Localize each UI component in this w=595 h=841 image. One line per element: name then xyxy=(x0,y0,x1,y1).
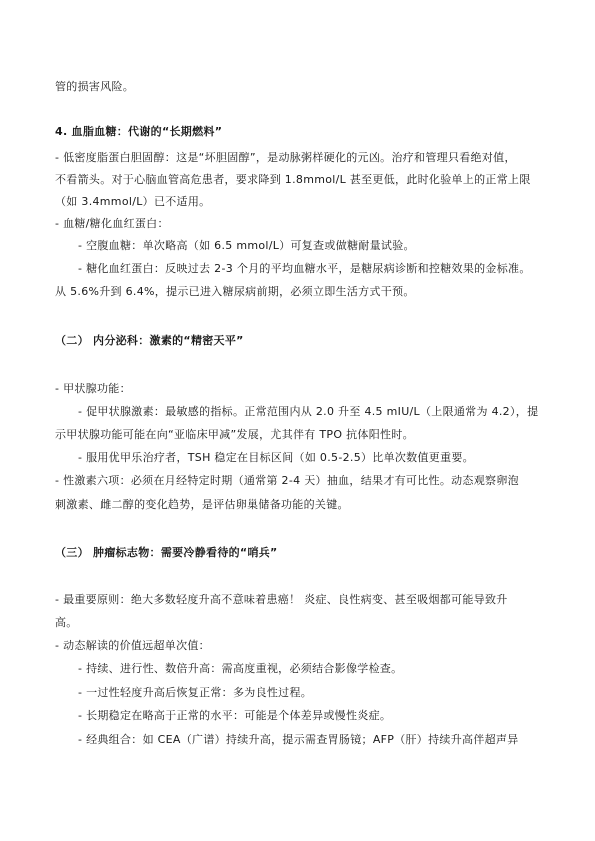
thyroid-header: - 甲状腺功能： xyxy=(55,382,131,395)
ldl-paragraph-line1: - 低密度脂蛋白胆固醇：这是“坏胆固醇”，是动脉粥样硬化的元凶。治疗和管理只看绝对值， xyxy=(55,151,516,164)
dynamic-interpretation-header: - 动态解读的价值远超单次值： xyxy=(55,639,210,652)
tumor-item-stable: - 长期稳定在略高于正常的水平：可能是个体差异或慢性炎症。 xyxy=(78,709,392,722)
principle-line1: - 最重要原则：绝大多数轻度升高不意味着患癌！ 炎症、良性病变、甚至吸烟都可能导致升 xyxy=(55,593,508,606)
ldl-paragraph-line2: 不看箭头。对于心脑血管高危患者，要求降到 1.8mmol/L 甚至更低，此时化验单上的正常上限 xyxy=(55,173,531,186)
tsh-item-line1: - 促甲状腺激素：最敏感的指标。正常范围内从 2.0 升至 4.5 mIU/L（上限通常为 4.2），提 xyxy=(78,405,539,418)
section-tumor-title: （三） 肿瘤标志物：需要冷静看待的“哨兵” xyxy=(55,546,278,559)
section-endocrine-title: （二） 内分泌科：激素的“精密天平” xyxy=(55,334,244,347)
sex-hormone-item-line1: - 性激素六项：必须在月经特定时期（通常第 2-4 天）抽血，结果才有可比性。动态观察卵泡 xyxy=(55,474,519,487)
sex-hormone-item-line2: 刺激素、雌二醇的变化趋势，是评估卵巢储备功能的关键。 xyxy=(55,498,349,511)
euthyrox-item: - 服用优甲乐治疗者，TSH 稳定在目标区间（如 0.5-2.5）比单次数值更重要。 xyxy=(78,451,474,464)
tumor-item-transient: - 一过性轻度升高后恢复正常：多为良性过程。 xyxy=(78,686,313,699)
ldl-paragraph-line3: （如 3.4mmol/L）已不适用。 xyxy=(55,195,211,208)
hba1c-item-line2: 从 5.6%升到 6.4%，提示已进入糖尿病前期，必须立即生活方式干预。 xyxy=(55,285,415,298)
tumor-item-persistent: - 持续、进行性、数倍升高：需高度重视，必须结合影像学检查。 xyxy=(78,662,403,675)
principle-line2: 高。 xyxy=(55,616,78,629)
tsh-item-line2: 示甲状腺功能可能在向“亚临床甲减”发展，尤其伴有 TPO 抗体阳性时。 xyxy=(55,428,414,441)
intro-tail-text: 管的损害风险。 xyxy=(55,80,135,93)
section4-title: 4. 血脂血糖：代谢的“长期燃料” xyxy=(55,125,223,138)
glucose-header: - 血糖/糖化血红蛋白： xyxy=(55,217,169,230)
fasting-glucose-item: - 空腹血糖：单次略高（如 6.5 mmol/L）可复查或做糖耐量试验。 xyxy=(78,239,415,252)
hba1c-item-line1: - 糖化血红蛋白：反映过去 2-3 个月的平均血糖水平，是糖尿病诊断和控糖效果的金标准。 xyxy=(78,262,531,275)
tumor-item-classic-combo: - 经典组合：如 CEA（广谱）持续升高，提示需查胃肠镜；AFP（肝）持续升高伴超声异 xyxy=(78,733,519,746)
